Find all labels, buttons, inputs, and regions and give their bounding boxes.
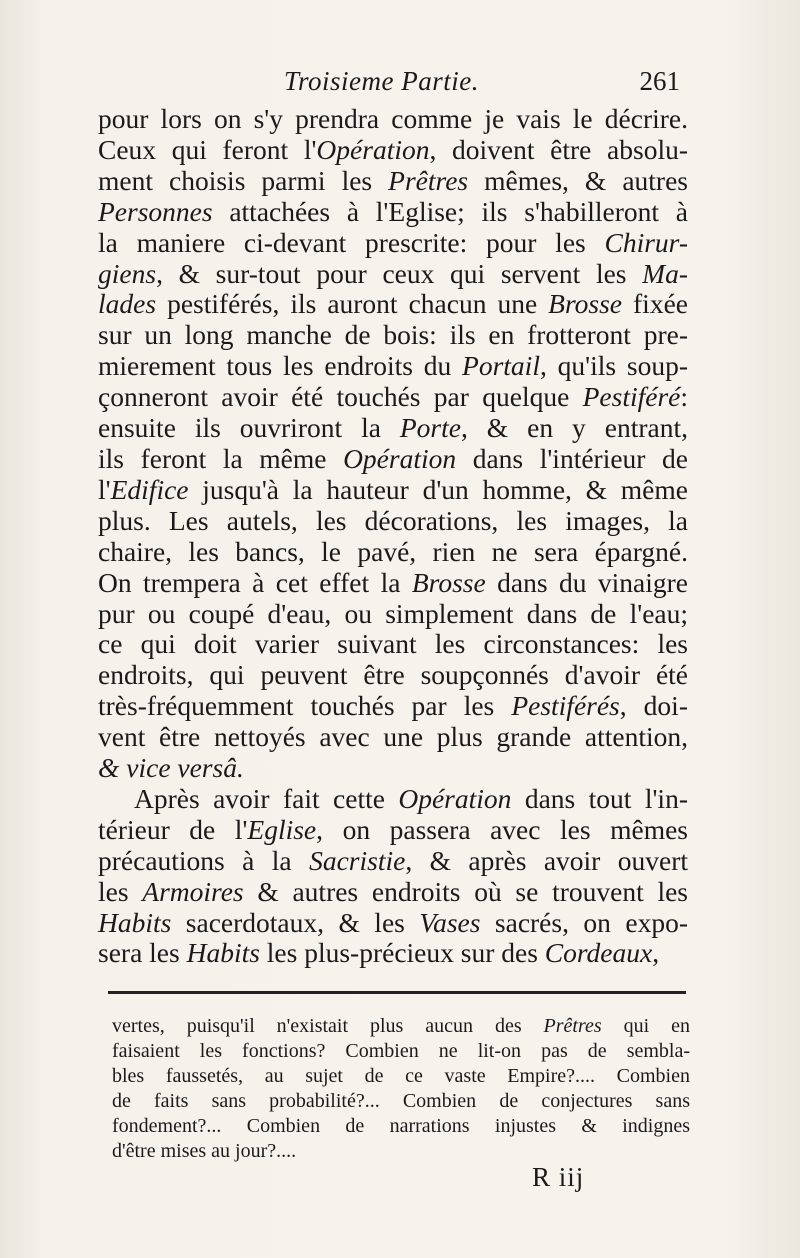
text-span: Brosse bbox=[411, 566, 486, 598]
text-line bbox=[98, 197, 688, 228]
text-span: Eglise bbox=[247, 813, 317, 845]
text-line bbox=[98, 784, 688, 815]
text-span: , doi- bbox=[619, 690, 688, 722]
signature-mark: R iij bbox=[532, 1162, 585, 1192]
text-span: , & sur-tout pour ceux qui servent les bbox=[156, 257, 643, 289]
text-span: Prêtres bbox=[388, 164, 469, 196]
text-span: Pestiférés bbox=[511, 690, 620, 722]
text-line bbox=[98, 691, 688, 722]
text-span: Opération bbox=[398, 782, 512, 814]
text-span: précautions à la bbox=[98, 844, 310, 876]
text-line bbox=[98, 599, 688, 630]
text-span: vertes, puisqu'il n'existait plus aucun des bbox=[112, 1015, 544, 1037]
text-span: Personnes bbox=[98, 195, 213, 227]
text-line bbox=[112, 1139, 690, 1164]
text-line bbox=[98, 104, 688, 135]
text-span: , doivent être absolu- bbox=[429, 133, 688, 165]
text-span: Porte bbox=[399, 412, 461, 444]
text-span: Armoires bbox=[142, 875, 244, 907]
text-span: Sacristie bbox=[309, 844, 406, 876]
text-span: bles faussetés, au sujet de ce vaste Empire?.... Combien bbox=[112, 1065, 690, 1087]
text-line bbox=[98, 629, 688, 660]
text-span: , qu'ils soup- bbox=[539, 350, 688, 382]
text-line bbox=[98, 135, 688, 166]
text-span: pestiférés, ils auront chacun une bbox=[156, 288, 549, 320]
text-span: ce qui doit varier suivant les circonstances: les bbox=[98, 628, 688, 660]
text-span: très-fréquemment touchés par les bbox=[98, 690, 512, 722]
text-span: dans du vinaigre bbox=[485, 566, 688, 598]
text-span: Après avoir fait cette bbox=[134, 782, 399, 814]
text-span: faisaient les fonctions? Combien ne lit-on pas de sembla- bbox=[112, 1040, 690, 1062]
text-span: pur ou coupé d'eau, ou simplement dans de l'eau; bbox=[98, 597, 688, 629]
text-span: chaire, les bancs, le pavé, rien ne sera épargné. bbox=[98, 535, 688, 567]
text-span: qui en bbox=[601, 1015, 690, 1037]
text-span: Pestiféré bbox=[582, 381, 681, 413]
text-line bbox=[98, 815, 688, 846]
text-line bbox=[98, 908, 688, 939]
text-span: Ceux qui feront l' bbox=[98, 133, 317, 165]
text-span: pour lors on s'y prendra comme je vais le décrire. bbox=[98, 103, 688, 134]
text-span: térieur de l' bbox=[98, 813, 248, 845]
text-span: la maniere ci-devant prescrite: pour les bbox=[98, 226, 605, 258]
text-span: & autres endroits où se trouvent les bbox=[243, 875, 688, 907]
text-span: Habits bbox=[186, 937, 260, 969]
text-line bbox=[98, 259, 688, 290]
text-span: plus. Les autels, les décorations, les images, la bbox=[98, 504, 688, 536]
text-span: sera les bbox=[98, 937, 187, 969]
text-span: Ma- bbox=[642, 257, 688, 289]
text-span: Cordeaux bbox=[544, 937, 653, 969]
text-line bbox=[112, 1014, 690, 1039]
text-span: Chirur- bbox=[604, 226, 688, 258]
text-line bbox=[98, 413, 688, 444]
text-line bbox=[98, 846, 688, 877]
text-span: Portail bbox=[462, 350, 540, 382]
text-span: sacerdotaux, & les bbox=[171, 906, 420, 938]
text-span: On trempera à cet effet la bbox=[98, 566, 412, 598]
text-span: giens bbox=[98, 257, 157, 289]
text-line bbox=[112, 1064, 690, 1089]
page-number: 261 bbox=[639, 66, 680, 96]
text-line bbox=[98, 660, 688, 691]
text-line bbox=[98, 228, 688, 259]
text-line bbox=[98, 938, 688, 969]
text-span: jusqu'à la hauteur d'un homme, & même bbox=[188, 473, 688, 505]
text-span: lades bbox=[98, 288, 157, 320]
footnote-separator bbox=[108, 991, 686, 994]
text-span: endroits, qui peuvent être soupçonnés d'avoir été bbox=[98, 659, 688, 691]
running-title: Troisieme Partie. bbox=[284, 66, 479, 96]
text-line bbox=[98, 320, 688, 351]
text-line bbox=[98, 475, 688, 506]
text-span: fixée bbox=[622, 288, 688, 320]
text-span: dans l'intérieur de bbox=[456, 442, 689, 474]
text-line bbox=[98, 166, 688, 197]
text-span: attachées à l'Eglise; ils s'habilleront à bbox=[212, 195, 688, 227]
text-span: Prêtres bbox=[543, 1015, 602, 1037]
text-span: ment choisis parmi les bbox=[98, 164, 389, 196]
text-line bbox=[98, 506, 688, 537]
footnote bbox=[112, 1014, 690, 1164]
text-line bbox=[98, 568, 688, 599]
text-line bbox=[98, 289, 688, 320]
text-span: mierement tous les endroits du bbox=[98, 350, 463, 382]
text-span: ils feront la même bbox=[98, 442, 344, 474]
text-span: Habits bbox=[98, 906, 172, 938]
text-span: sur un long manche de bois: ils en frotteront pre- bbox=[98, 319, 688, 351]
main-text bbox=[98, 104, 688, 969]
text-span: Brosse bbox=[548, 288, 623, 320]
text-line bbox=[112, 1114, 690, 1139]
text-span: Opération bbox=[316, 133, 430, 165]
text-span: d'être mises au jour?.... bbox=[112, 1140, 297, 1162]
text-span: sacrés, on expo- bbox=[480, 906, 689, 938]
text-span: : bbox=[680, 381, 688, 413]
text-span: , bbox=[652, 937, 660, 969]
text-line bbox=[98, 444, 688, 475]
text-span: Opération bbox=[343, 442, 457, 474]
text-span: les bbox=[98, 875, 143, 907]
text-line bbox=[98, 537, 688, 568]
text-line bbox=[98, 877, 688, 908]
text-span: l' bbox=[98, 473, 111, 505]
page-header bbox=[100, 66, 690, 106]
text-span: , on passera avec les mêmes bbox=[316, 813, 688, 845]
text-span: , & en y entrant, bbox=[460, 412, 688, 444]
text-span: ensuite ils ouvriront la bbox=[98, 412, 400, 444]
text-line bbox=[112, 1089, 690, 1114]
text-span: , & après avoir ouvert bbox=[405, 844, 689, 876]
text-line bbox=[98, 351, 688, 382]
text-line bbox=[98, 753, 688, 784]
text-span: mêmes, & autres bbox=[468, 164, 688, 196]
text-span: çonneront avoir été touchés par quelque bbox=[98, 381, 583, 413]
text-line bbox=[112, 1039, 690, 1064]
text-span: les plus-précieux sur des bbox=[259, 937, 545, 969]
text-span: vent être nettoyés avec une plus grande attention, bbox=[98, 721, 688, 753]
text-span: fondement?... Combien de narrations injustes & indignes bbox=[112, 1115, 690, 1137]
text-span: Vases bbox=[419, 906, 481, 938]
text-span: Edifice bbox=[110, 473, 189, 505]
text-line bbox=[98, 382, 688, 413]
text-span: dans tout l'in- bbox=[511, 782, 688, 814]
text-span: & vice versâ. bbox=[98, 752, 244, 784]
text-line bbox=[98, 722, 688, 753]
text-span: de faits sans probabilité?... Combien de conjectures sans bbox=[112, 1090, 690, 1112]
